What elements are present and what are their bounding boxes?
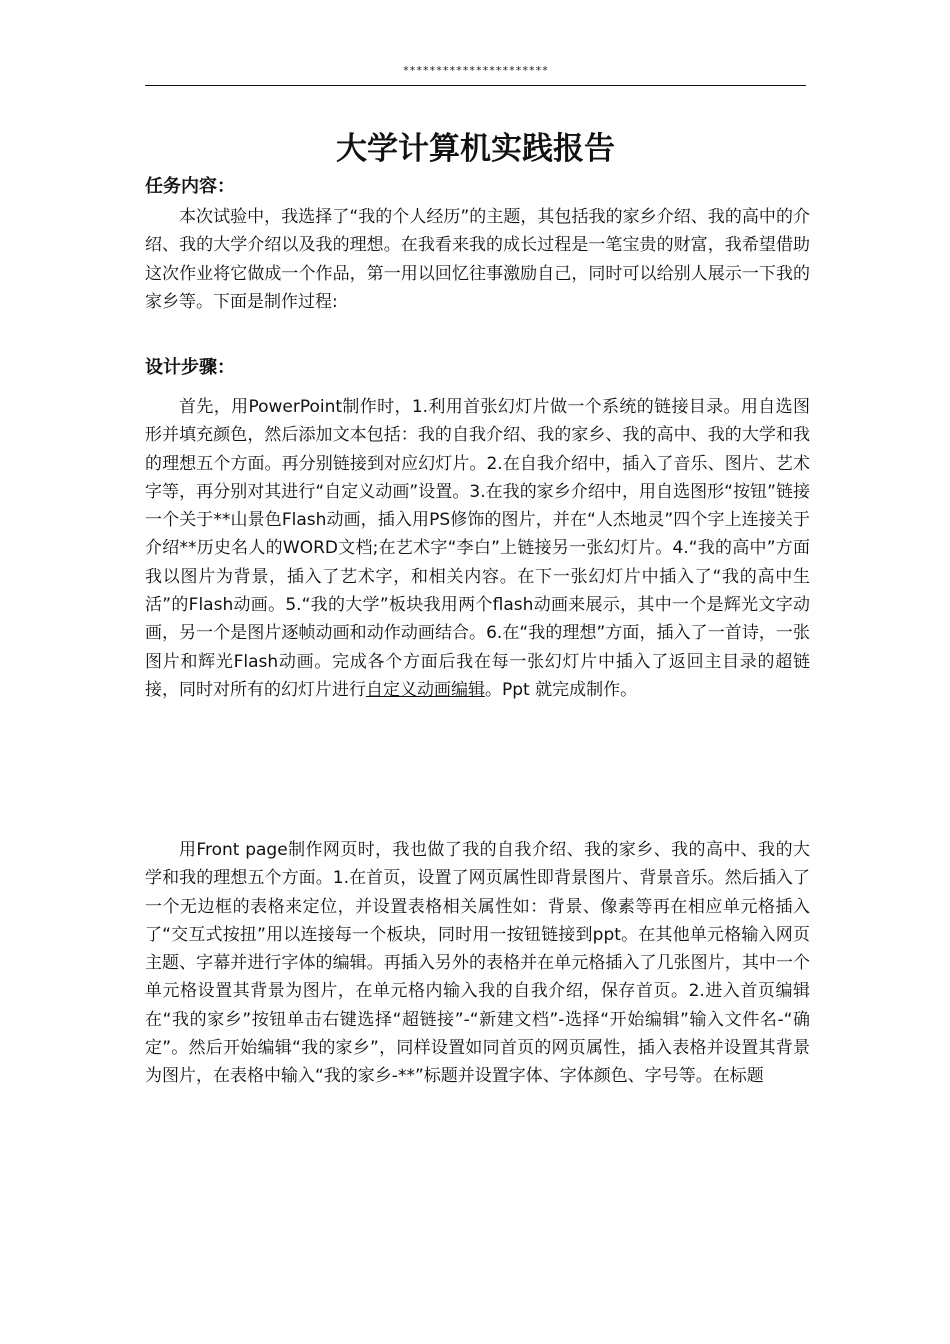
document-title: 大学计算机实践报告 xyxy=(336,131,615,167)
section-heading-steps: 设计步骤： xyxy=(145,357,235,378)
header-divider xyxy=(145,85,806,86)
section-heading-task: 任务内容： xyxy=(145,176,235,197)
page-header-stars: ********************** xyxy=(402,64,549,77)
steps-paragraph-ppt xyxy=(145,393,810,704)
custom-animation-underlined-text: 自定义动画编辑 xyxy=(366,679,485,700)
steps-paragraph-frontpage: 用Front page制作网页时，我也做了我的自我介绍、我的家乡、我的高中、我的大学和我的理想五个方面。1.在首页，设置了网页属性即背景图片、背景音乐。然后插入了一个无边框的表格来定位，并设置表格相关属性如：背景、像素等再在相应单元格插入了“交互式按扭”用以连接每一个板块，同时用一按钮链接到ppt。在其他单元格输入网页主题、字幕并进行字体的编辑。再插入另外的表格并在单元格插入了几张图片，其中一个单元格设置其背景为图片，在单元格内输入我的自我介绍，保存首页。2.进入首页编辑在“我的家乡”按钮单击右键选择“超链接”-“新建文档”-选择“开始编辑”输入文件名-“确定”。然后开始编辑“我的家乡”，同样设置如同首页的网页属性，插入表格并设置其背景为图片，在表格中输入“我的家乡-**”标题并设置字体、字体颜色、字号等。在标题 xyxy=(145,840,810,1087)
steps-text-after-link: 。Ppt 就完成制作。 xyxy=(485,679,638,700)
task-paragraph: 本次试验中，我选择了“我的个人经历”的主题，其包括我的家乡介绍、我的高中的介绍、我的大学介绍以及我的理想。在我看来我的成长过程是一笔宝贵的财富，我希望借助这次作业将它做成一个作品，第一用以回忆往事激励自己，同时可以给别人展示一下我的家乡等。下面是制作过程: xyxy=(145,207,810,312)
steps-text-before-link: 首先，用PowerPoint制作时，1.利用首张幻灯片做一个系统的链接目录。用自选图形并填充颜色，然后添加文本包括：我的自我介绍、我的家乡、我的高中、我的大学和我的理想五个方面。再分别链接到对应幻灯片。2.在自我介绍中，插入了音乐、图片、艺术字等，再分别对其进行“自定义动画”设置。3.在我的家乡介绍中，用自选图形“按钮”链接一个关于**山景色Flash动画，插入用PS修饰的图片，并在“人杰地灵”四个字上连接关于介绍**历史名人的WORD文档;在艺术字“李白”上链接另一张幻灯片。4.“我的高中”方面我以图片为背景，插入了艺术字，和相关内容。在下一张幻灯片中插入了“我的高中生活”的Flash动画。5.“我的大学”板块我用两个flash动画来展示，其中一个是辉光文字动画，另一个是图片逐帧动画和动作动画结合。6.在“我的理想”方面，插入了一首诗，一张图片和辉光Flash动画。完成各个方面后我在每一张幻灯片中插入了返回主目录的超链接，同时对所有的幻灯片进行 xyxy=(145,397,810,700)
